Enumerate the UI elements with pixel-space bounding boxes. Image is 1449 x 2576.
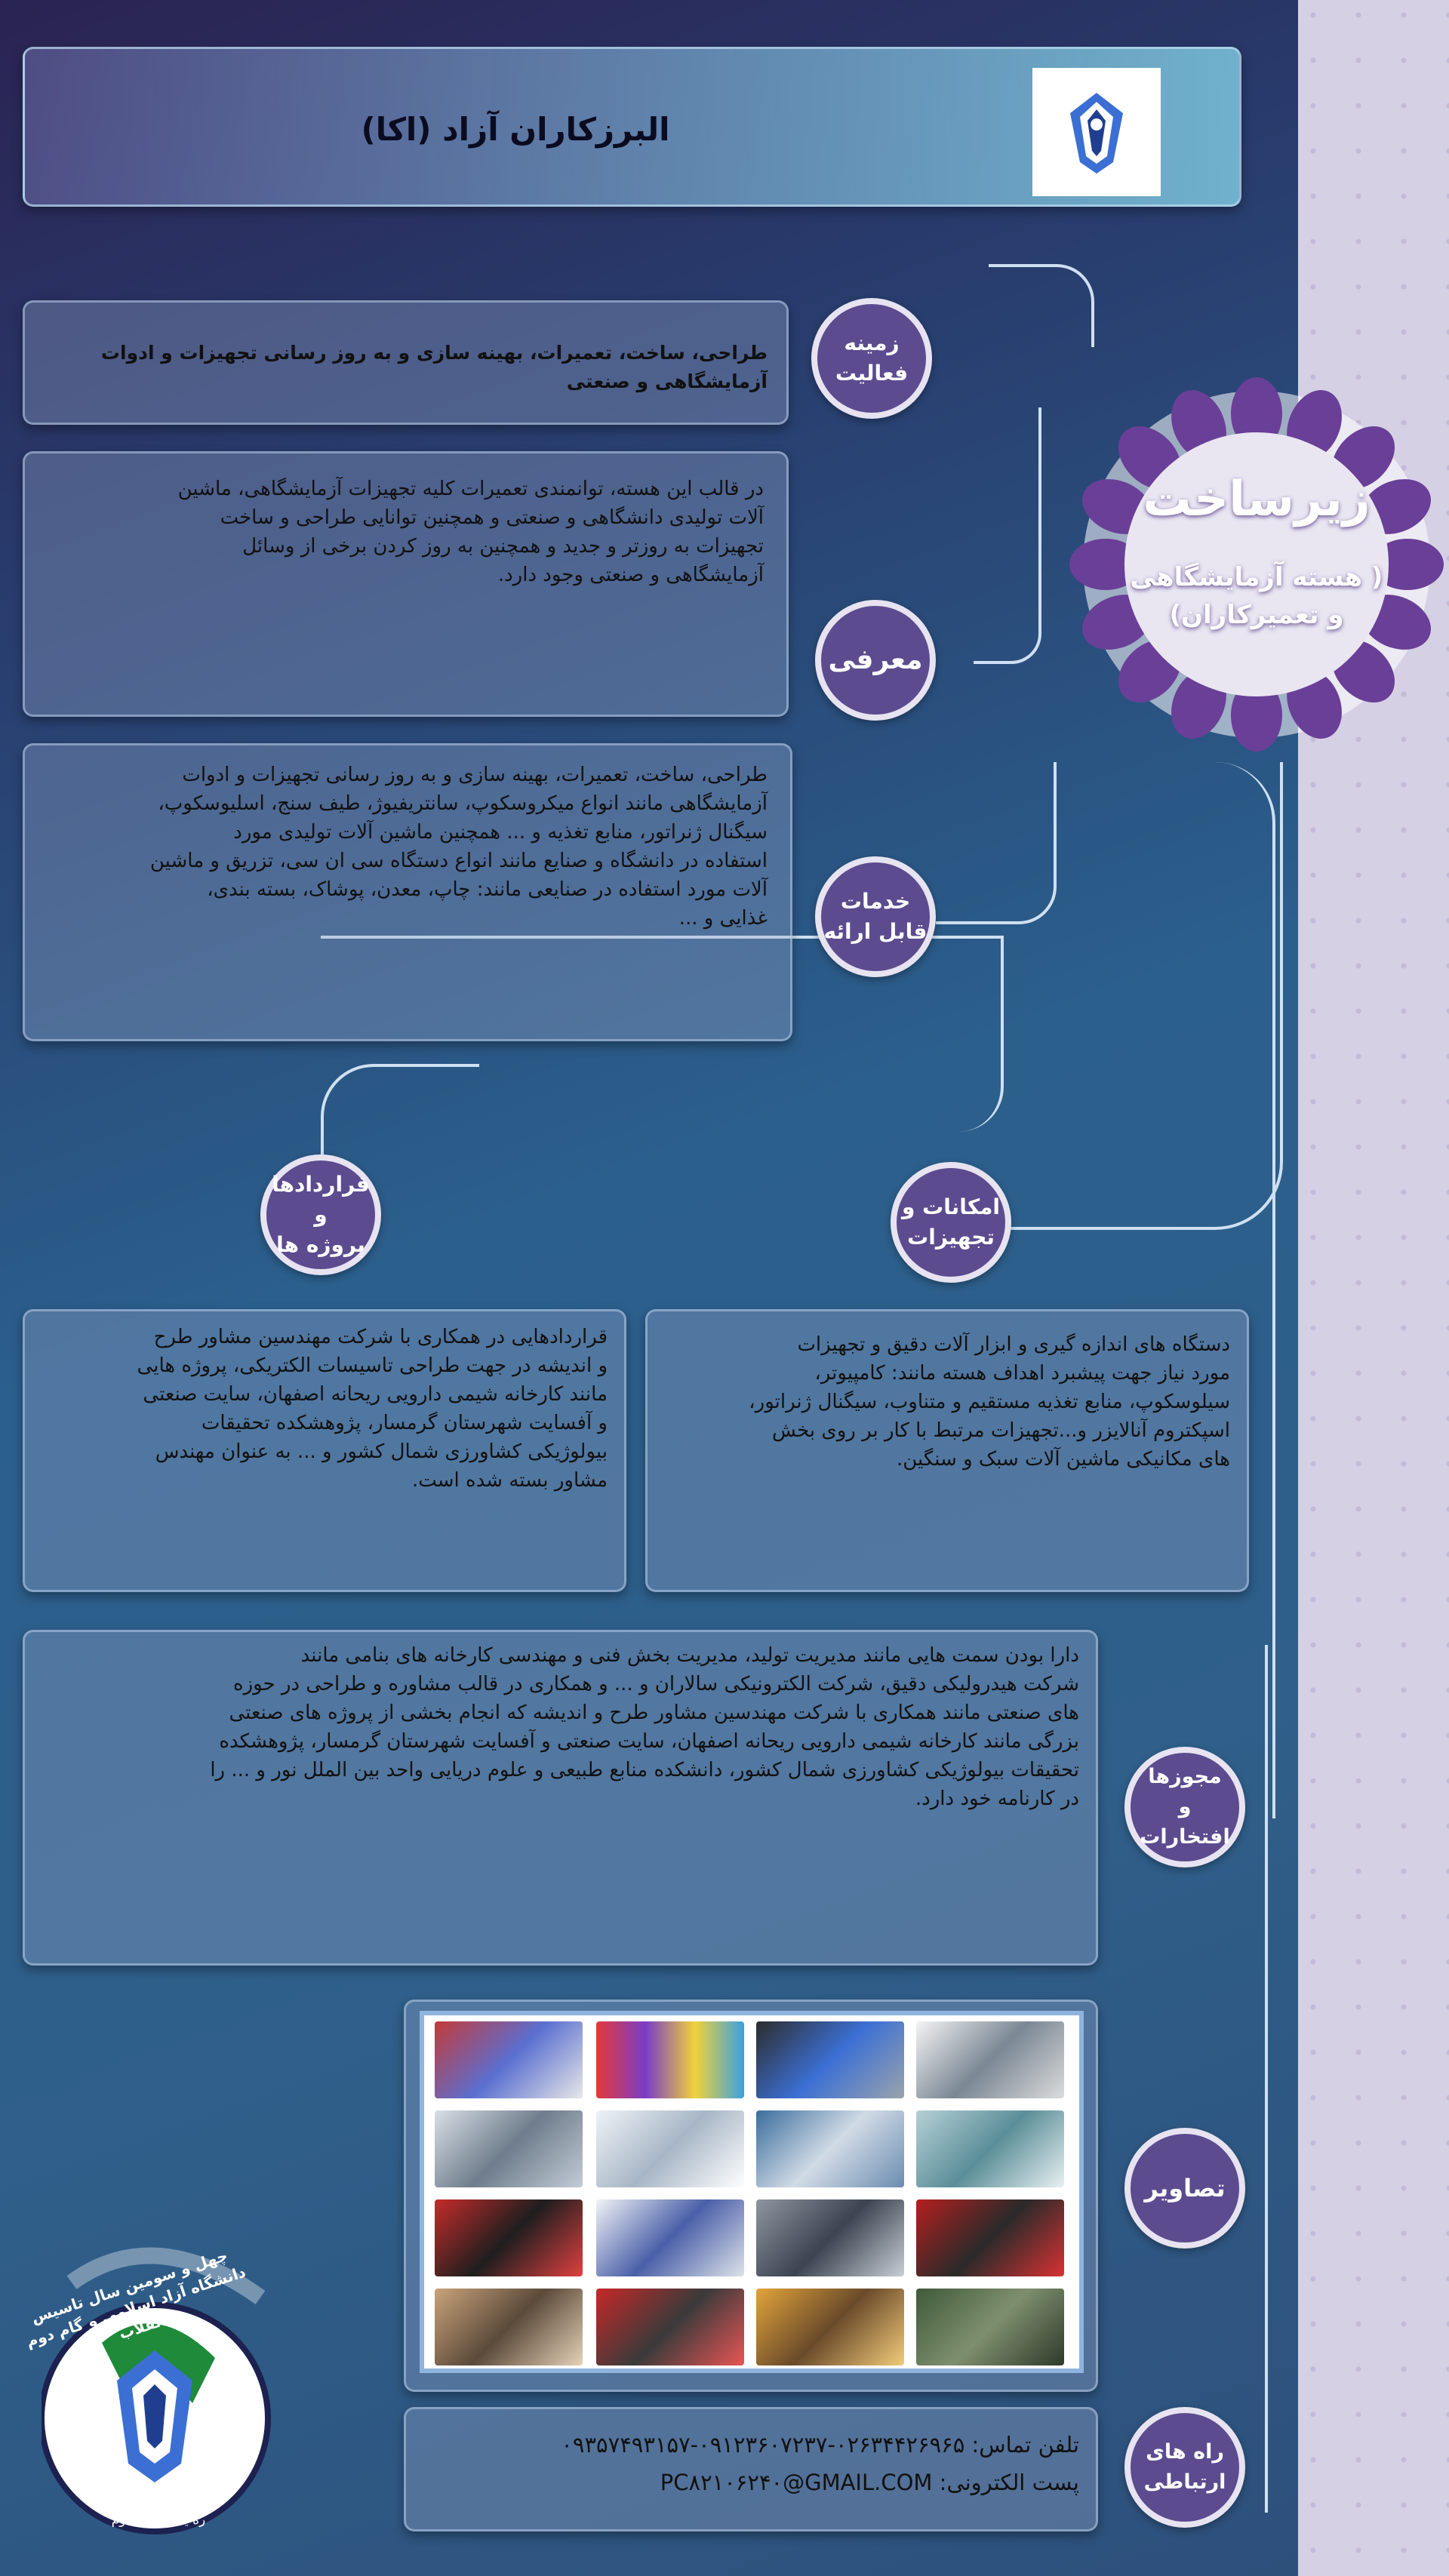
equipment-photo [756, 2199, 904, 2276]
licenses-text: دارا بودن سمت هایی مانند مدیریت تولید، مدیریت بخش فنی و مهندسی کارخانه های بنامی مانند شرکت هیدرولیکی دقیق، شرکت الکترونیکی سالاران و ... و همکاری در قالب مشاوره و طراحی در حوزه های صنعتی مانند همکاری با شرکت مهندسین مشاور طرح و اندیشه که انجام بخشی از پروژه های صنعتی بزرگی مانند کارخانه شیمی دارویی ریحانه اصفهان، سایت صنعتی و آفسایت شهرستان گرمسار، پژوهشکده تحقیقات بیولوژیکی کشاورزی شمال کشور، دانشکده منابع طبیعی و علوم دریایی واحد بین الملل نور و ... را در کارنامه خود دارد. [210, 1644, 1079, 1810]
equipment-photo [756, 2110, 904, 2187]
equipment-photo [435, 2110, 583, 2187]
equipment-photo [596, 2110, 744, 2187]
activity-label-circle: زمینه فعالیت [811, 298, 932, 419]
images-panel [404, 2000, 1098, 2392]
activity-text: طراحی، ساخت، تعمیرات، بهینه سازی و به روز رسانی تجهیزات و ادوات آزمایشگاهی و صنعتی [100, 342, 768, 392]
equipment-photo [596, 2199, 744, 2276]
equipment-photo [435, 2199, 583, 2276]
university-emblem-icon [1051, 87, 1142, 177]
badge-motto: ره یادایی گام دوم [111, 2513, 206, 2528]
header-banner [23, 47, 1241, 207]
licenses-panel [23, 1630, 1098, 1966]
equipment-photo [916, 2110, 1064, 2187]
hub-subtitle: ( هسته آزمایشگاهی و تعمیرکاران) [1130, 562, 1383, 630]
equipment-photo [596, 2021, 744, 2098]
services-panel [23, 743, 792, 1041]
equipment-photo [916, 2289, 1064, 2365]
contact-label-circle: راه های ارتباطی [1124, 2407, 1245, 2528]
contact-panel [404, 2407, 1098, 2531]
licenses-label-circle: مجوزها و افتخارات [1124, 1747, 1245, 1867]
services-text: طراحی، ساخت، تعمیرات، بهینه سازی و به روز رسانی تجهیزات و ادوات آزمایشگاهی مانند انواع میکروسکوپ، سانتریفیوژ، طیف سنج، اسلیوسکوپ، سیگنال ژنراتور، منابع تغذیه و ... همچنین ماشین آلات تولیدی مورد استفاده در دانشگاه و صنایع مانند انواع دستگاه سی ان سی، تزریق و ماشین آلات مورد استفاده در صنایعی مانند: چاپ، معدن، پوشاک، بسته بندی، غذایی و ... [149, 764, 768, 930]
equipment-photo [435, 2021, 583, 2098]
connector-line [989, 264, 1094, 347]
university-logo [1032, 68, 1161, 196]
services-label-circle: خدمات قابل ارائه [815, 856, 936, 977]
equipment-photo [435, 2289, 583, 2365]
facilities-panel [645, 1309, 1249, 1592]
equipment-photo [756, 2289, 904, 2365]
contracts-panel [23, 1309, 626, 1592]
equipment-photo [756, 2021, 904, 2098]
intro-text: در قالب این هسته، توانمندی تعمیرات کلیه تجهیزات آزمایشگاهی، ماشین آلات تولیدی دانشگاهی و صنعتی و همچنین توانایی طراحی و ساخت تجهیزات به روزتر و جدید و همچنین به روز کردن برخی از وسائل آزمایشگاهی و صنعتی وجود دارد. [177, 478, 764, 586]
facilities-label-circle: امکانات و تجهیزات [891, 1162, 1011, 1283]
contact-email[interactable]: پست الکترونی: PC۸۲۱۰۶۲۴۰@GMAIL.COM [660, 2470, 1079, 2495]
contracts-label-circle: قراردادها و پروژه ها [260, 1154, 381, 1275]
intro-panel [23, 451, 789, 717]
page-title: البرزکاران آزاد (اکا) [361, 111, 670, 148]
facilities-text: دستگاه های اندازه گیری و ابزار آلات دقیق و تجهیزات مورد نیاز جهت پیشبرد اهداف هسته مانند: کامپیوتر، سیلوسکوپ، منابع تغذیه مستقیم و متناوب، سیگنال ژنراتور، اسپکتروم آنالایزر و...تجهیزات مرتبط با کار بر روی بخش های مکانیکی ماشین آلات سبک و سنگین. [749, 1333, 1230, 1471]
equipment-photo [916, 2021, 1064, 2098]
connector-line [974, 407, 1041, 664]
connector-line [1238, 1645, 1268, 2513]
images-label-circle: تصاویر [1124, 2128, 1245, 2249]
equipment-photo-collage [420, 2011, 1084, 2373]
intro-label-circle: معرفی [815, 600, 936, 721]
hub-title: زیرساخت [1143, 472, 1371, 527]
badge-ring-text: چهل و سومین سال تاسیس دانشگاه آزاد اسلامی و گام دوم انقلاب [23, 2246, 248, 2351]
contracts-text: قراردادهایی در همکاری با شرکت مهندسین مشاور طرح و اندیشه در جهت طراحی تاسیسات الکتریکی، پروژه هایی مانند کارخانه شیمی دارویی ریحانه اصفهان، سایت صنعتی و آفسایت شهرستان گرمسار، پژوهشکده تحقیقات بیولوژیکی کشاورزی شمال کشور و ... به عنوان مهندس مشاور بسته شده است. [137, 1326, 608, 1492]
equipment-photo [596, 2289, 744, 2365]
activity-panel [23, 300, 789, 425]
equipment-photo [916, 2199, 1064, 2276]
contact-phone[interactable]: تلفن تماس: ۰۲۶۳۴۴۲۶۹۶۵-۰۹۱۲۳۶۰۷۲۳۷-۰۹۳۵۷۴۹۳۱۵۷ [561, 2432, 1079, 2458]
